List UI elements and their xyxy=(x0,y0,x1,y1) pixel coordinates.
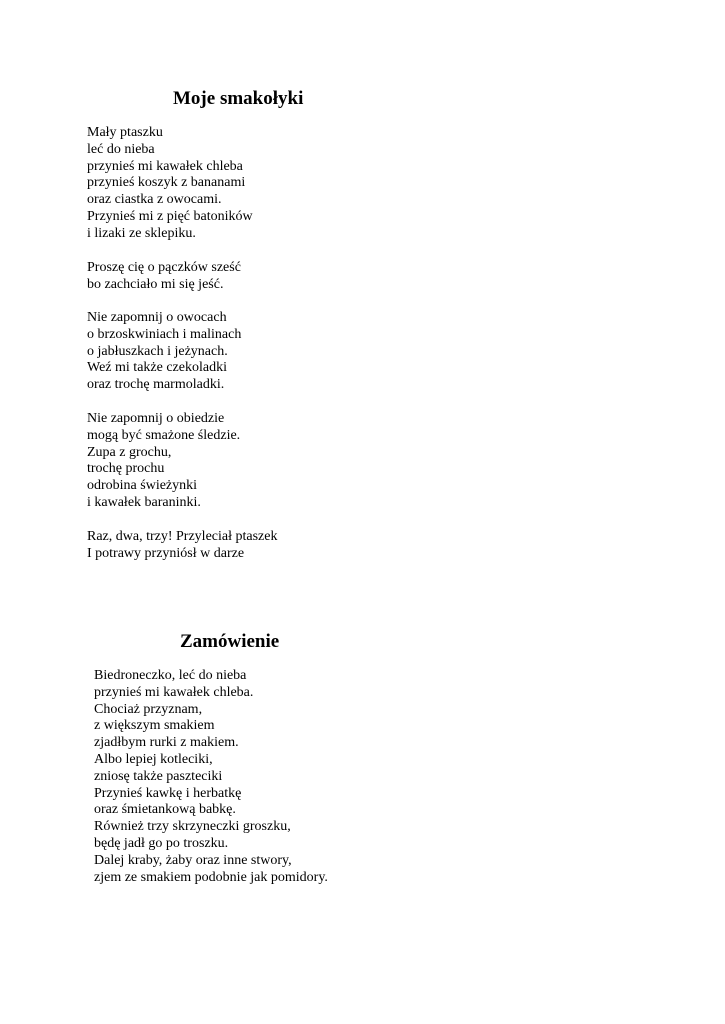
poem-line: z większym smakiem xyxy=(94,718,215,734)
poem-line: Mały ptaszku xyxy=(87,125,163,140)
poem-line: odrobina świeżynki xyxy=(87,478,198,494)
poem-line: Weź mi także czekoladki xyxy=(87,360,227,376)
poem-title-zamowienie: Zamówienie xyxy=(180,631,280,652)
poem-line: trochę prochu xyxy=(87,461,165,477)
stanza xyxy=(87,529,277,563)
stanza xyxy=(87,260,241,294)
stanza xyxy=(87,310,241,394)
poem-line: i lizaki ze sklepiku. xyxy=(87,225,196,241)
poem-line: Przynieś mi z pięć batoników xyxy=(87,208,253,224)
poem-line: przynieś mi kawałek chleba xyxy=(87,158,243,174)
poem-line: Proszę cię o pączków sześć xyxy=(87,260,241,275)
poem-line: zjem ze smakiem podobnie jak pomidory. xyxy=(94,869,328,885)
stanza xyxy=(87,411,240,512)
poem-line: oraz ciastka z owocami. xyxy=(87,192,222,208)
poem-line: mogą być smażone śledzie. xyxy=(87,427,241,443)
poem-line: Również trzy skrzyneczki groszku, xyxy=(94,819,291,835)
poem-line: oraz trochę marmoladki. xyxy=(87,377,225,393)
poem-title-moje-smakolyki: Moje smakołyki xyxy=(173,88,304,109)
poem-line: zniosę także paszteciki xyxy=(94,768,223,784)
poem-line: będę jadł go po troszku. xyxy=(94,835,229,851)
poem-line: Nie zapomnij o obiedzie xyxy=(87,411,225,426)
poem-line: Zupa z grochu, xyxy=(87,444,172,460)
poem-line: bo zachciało mi się jeść. xyxy=(87,276,224,292)
poem-line: Przynieś kawkę i herbatkę xyxy=(94,785,242,801)
poem-line: I potrawy przyniósł w darze xyxy=(87,545,245,561)
poem-line: Albo lepiej kotleciki, xyxy=(94,751,213,767)
poem-line: zjadłbym rurki z makiem. xyxy=(94,735,239,751)
poem-line: o jabłuszkach i jeżynach. xyxy=(87,343,228,359)
poem-line: oraz śmietankową babkę. xyxy=(94,802,236,818)
poem-line: przynieś koszyk z bananami xyxy=(87,175,246,191)
poem-line: leć do nieba xyxy=(87,141,155,157)
poem-line: przynieś mi kawałek chleba. xyxy=(94,684,254,700)
poem-line: Chociaż przyznam, xyxy=(94,701,203,717)
poem-line: Biedroneczko, leć do nieba xyxy=(94,668,247,683)
stanza xyxy=(94,668,328,886)
poem-line: o brzoskwiniach i malinach xyxy=(87,326,242,342)
poem-line: Nie zapomnij o owocach xyxy=(87,310,227,325)
poem-line: Raz, dwa, trzy! Przyleciał ptaszek xyxy=(87,529,278,544)
poem-line: Dalej kraby, żaby oraz inne stwory, xyxy=(94,852,292,868)
poem-line: i kawałek baraninki. xyxy=(87,494,201,510)
stanza xyxy=(87,125,253,243)
